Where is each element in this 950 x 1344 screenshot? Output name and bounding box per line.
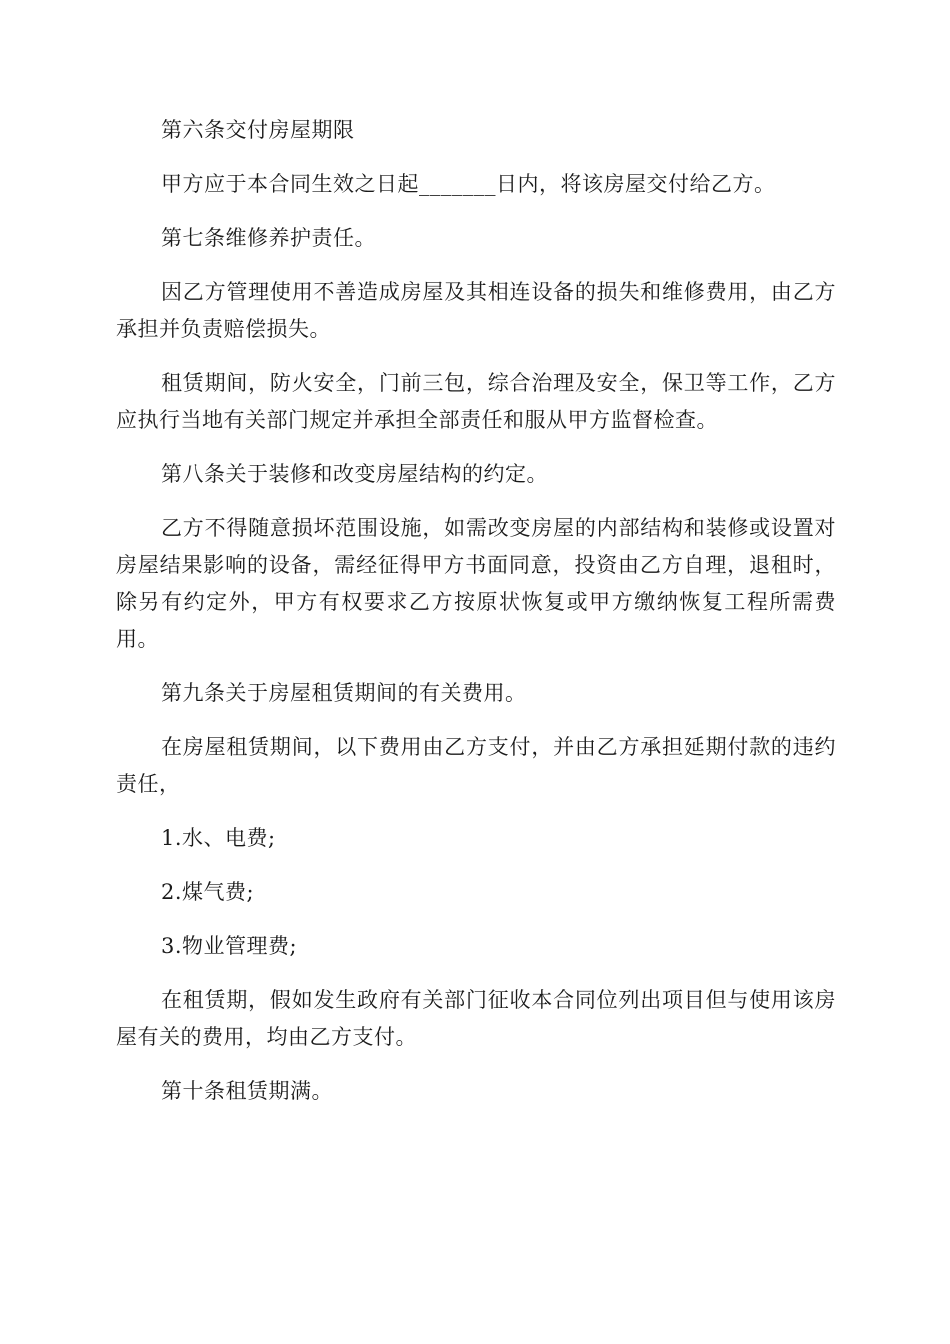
article-7-text-1: 因乙方管理使用不善造成房屋及其相连设备的损失和维修费用，由乙方承担并负责赔偿损失。: [116, 280, 836, 341]
article-7-heading: 第七条维修养护责任。: [161, 226, 376, 250]
fee-item-1: 1.水、电费;: [161, 826, 276, 850]
article-9-heading: 第九条关于房屋租赁期间的有关费用。: [161, 681, 527, 705]
article-8-heading: 第八条关于装修和改变房屋结构的约定。: [161, 462, 548, 486]
article-6-text: 甲方应于本合同生效之日起_______日内，将该房屋交付给乙方。: [161, 172, 776, 196]
article-7-text-2: 租赁期间，防火安全，门前三包，综合治理及安全，保卫等工作，乙方应执行当地有关部门规定并承担全部责任和服从甲方监督检查。: [116, 371, 836, 432]
fee-item-3: 3.物业管理费;: [161, 934, 298, 958]
document-body: [116, 112, 836, 1127]
article-6-heading: 第六条交付房屋期限: [161, 118, 355, 142]
article-9-text-2: 在租赁期，假如发生政府有关部门征收本合同位列出项目但与使用该房屋有关的费用，均由乙方支付。: [116, 988, 836, 1049]
article-8-text: 乙方不得随意损坏范围设施，如需改变房屋的内部结构和装修或设置对房屋结果影响的设备，需经征得甲方书面同意，投资由乙方自理，退租时，除另有约定外，甲方有权要求乙方按原状恢复或甲方缴纳恢复工程所需费用。: [116, 516, 836, 651]
article-9-text: 在房屋租赁期间，以下费用由乙方支付，并由乙方承担延期付款的违约责任，: [116, 735, 836, 796]
fee-item-2: 2.煤气费;: [161, 880, 255, 904]
article-10-heading: 第十条租赁期满。: [161, 1079, 333, 1103]
